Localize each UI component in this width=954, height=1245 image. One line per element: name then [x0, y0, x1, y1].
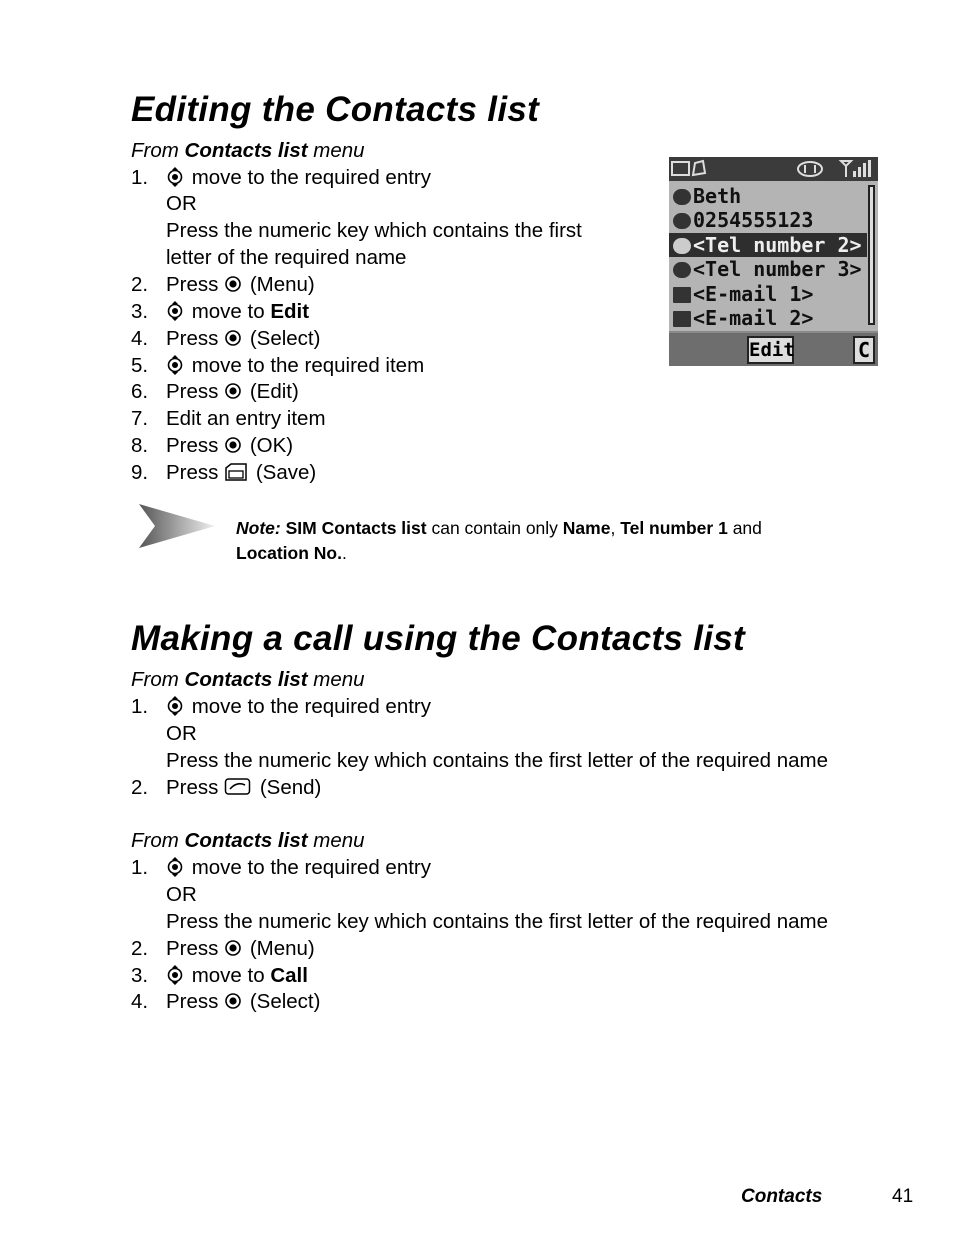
list-item-cont: OR — [166, 883, 197, 906]
nav-key-icon — [166, 301, 184, 321]
list-item-cont: Press the numeric key which contains the first — [166, 219, 582, 242]
envelope-icon — [673, 287, 691, 303]
phone-row-tel3[interactable]: <Tel number 3> — [669, 257, 867, 281]
select-key-icon — [224, 328, 242, 348]
list-item-cont: OR — [166, 722, 197, 745]
phone-row-number: 0254555123 — [669, 208, 867, 232]
nav-key-icon — [166, 965, 184, 985]
note-arrow-icon — [137, 502, 217, 550]
phone-icon — [673, 238, 691, 254]
select-key-icon — [224, 938, 242, 958]
status-icons — [669, 157, 878, 181]
nav-key-icon — [166, 857, 184, 877]
send-key-icon — [224, 777, 252, 797]
phone-row-tel2[interactable]: <Tel number 2> — [669, 233, 867, 257]
list-item-cont: letter of the required name — [166, 246, 407, 269]
footer-section-label: Contacts — [741, 1186, 823, 1207]
from-menu-line: From Contacts list menu — [131, 668, 365, 691]
edit-softkey[interactable]: Edit — [747, 336, 794, 364]
nav-key-icon — [166, 167, 184, 187]
phone-screen — [669, 157, 878, 366]
phone-contact-detail-list — [669, 181, 878, 331]
list-item-cont: Press the numeric key which contains the first letter of the required name — [166, 749, 829, 772]
phone-scrollbar[interactable] — [868, 185, 875, 325]
nav-key-icon — [166, 355, 184, 375]
clear-softkey[interactable]: C — [853, 336, 875, 364]
section-title-making-call: Making a call using the Contacts list — [131, 619, 745, 658]
envelope-icon — [673, 311, 691, 327]
person-icon — [673, 189, 691, 205]
list-item-cont: Press the numeric key which contains the first letter of the required name — [166, 910, 829, 933]
note-text: Note: SIM Contacts list can contain only Name, Tel number 1 and Location No.. — [236, 518, 762, 563]
phone-softkey-bar — [669, 333, 878, 366]
select-key-icon — [224, 991, 242, 1011]
phone-status-bar — [669, 157, 878, 181]
nav-key-icon — [166, 696, 184, 716]
phone-row-name: Beth — [669, 184, 867, 208]
phone-row-email1[interactable]: <E-mail 1> — [669, 282, 867, 306]
from-menu-line: From Contacts list menu — [131, 139, 365, 162]
from-menu-line: From Contacts list menu — [131, 829, 365, 852]
phone-icon — [673, 262, 691, 278]
section-title-editing: Editing the Contacts list — [131, 90, 540, 129]
save-softkey-icon — [224, 462, 248, 482]
select-key-icon — [224, 381, 242, 401]
phone-icon — [673, 213, 691, 229]
list-item-cont: OR — [166, 192, 197, 215]
select-key-icon — [224, 274, 242, 294]
page-number: 41 — [892, 1186, 914, 1207]
select-key-icon — [224, 435, 242, 455]
phone-row-email2[interactable]: <E-mail 2> — [669, 306, 867, 330]
